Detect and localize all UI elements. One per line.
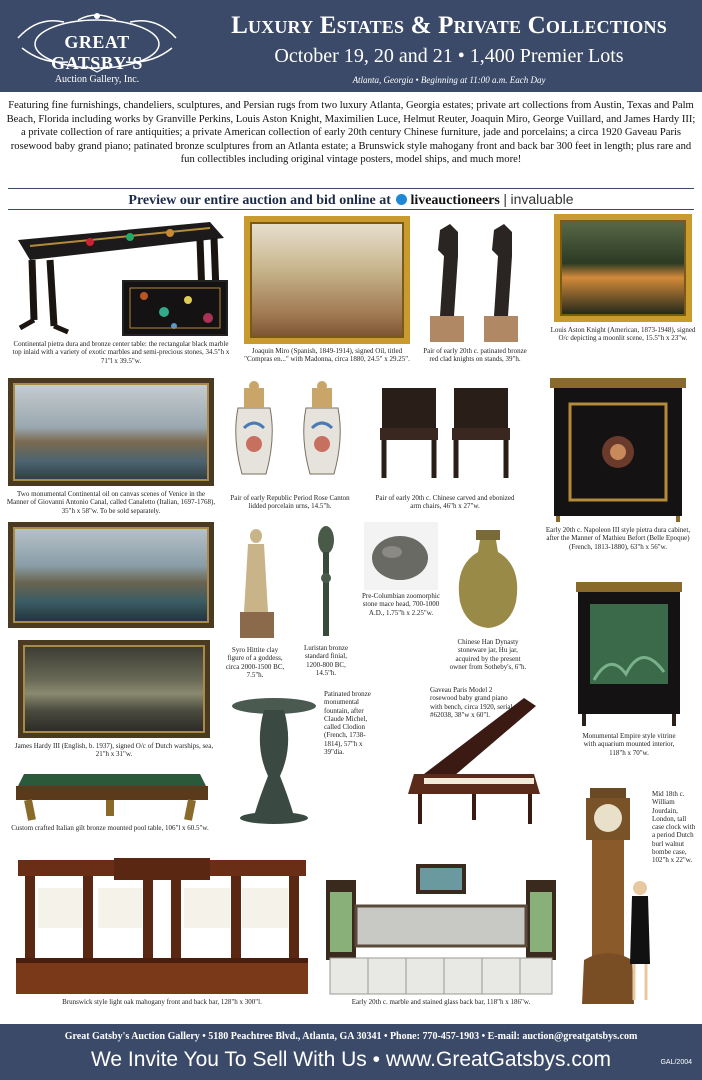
page-title: Luxury Estates & Private Collections — [231, 12, 667, 39]
vitrine-image — [570, 582, 688, 728]
lot-tall-case-clock[interactable] — [568, 786, 696, 1012]
lot-caption: Patinated bronze monumental fountain, after Claude Michel, called Clodion (French, 1738-1814), 57"h x 39"dia. — [324, 690, 371, 757]
lot-chinese-chairs[interactable] — [370, 378, 520, 518]
knights-image — [420, 216, 530, 344]
lot-caption: Gaveau Paris Model 2 rosewood baby grand piano with bench, circa 1920, serial #62038, 38"w x 60"l. — [430, 686, 513, 719]
lot-caption: Early 20th c. Napoleon III style pietra dura cabinet, after the Manner of Mathieu Befort (Belle Epoque) (French, 1813-1880), 63"h x 56"w. — [545, 526, 691, 551]
lot-hardy-painting[interactable] — [14, 640, 214, 760]
table-top-detail-image — [122, 280, 228, 336]
lot-bronze-fountain[interactable] — [224, 686, 374, 826]
lot-napoleon-cabinet[interactable] — [540, 376, 696, 576]
lot-caption: Early 20th c. marble and stained glass back bar, 118"h x 186"w. — [351, 998, 531, 1006]
lot-caption: Pre-Columbian zoomorphic stone mace head, 700-1000 A.D., 1.75"h x 2.25"w. — [362, 592, 440, 617]
liveauctioneers-icon — [396, 194, 407, 205]
lot-venice-painting-2[interactable] — [8, 522, 214, 632]
lot-caption: Continental pietra dura and bronze center table: the rectangular black marble top inlaid with a variety of exotic marbles and semi-precious stones, 34.5"h x 71"l x 39.5"w. — [12, 340, 230, 365]
lot-gaveau-piano[interactable] — [384, 684, 548, 834]
urns-image — [222, 378, 358, 490]
brunswick-bar-image — [14, 858, 310, 996]
intro-text: Featuring fine furnishings, chandeliers, sculptures, and Persian rugs from two luxury Atlanta, Georgia estates; private art collections from Austin, Texas and Palm Beach, Florida including works by Granville Perkins, Louis Aston Knight, Maximilien Luce, Helmut Reuter, Joaquin Miro, George Vuillard, and James Hardy III; a private collection of rare antiquities; a private American collection of early 20th century Chinese furniture, jade and porcelains; a circa 1920 Gaveau Paris rosewood baby grand piano; patinated bronze sculptures from an Atlanta estate; a Brunswick style mahogany front and back bar 300 feet in length; plus rare and fun collectibles including original vintage posters, model ships, and much more! — [6, 100, 696, 166]
footer-code: GAL/2004 — [660, 1059, 692, 1066]
lot-venice-paintings[interactable] — [6, 378, 216, 518]
fountain-image — [224, 686, 324, 826]
lot-stone-mace[interactable] — [362, 522, 440, 642]
woman-figure-image — [620, 878, 660, 1008]
miro-painting-image — [244, 216, 410, 344]
footer-invite[interactable]: We Invite You To Sell With Us • www.GreatGatsbys.com — [90, 1048, 612, 1071]
gatsby-logo[interactable] — [8, 8, 186, 88]
auction-dates: October 19, 20 and 21 • 1,400 Premier Lots — [274, 45, 624, 67]
lot-caption: Brunswick style light oak mahogany front and back bar, 128"h x 300"l. — [62, 998, 262, 1006]
lot-caption: Monumental Empire style vitrine with aquarium mounted interior, 118"h x 70"w. — [582, 732, 676, 757]
lot-caption: James Hardy III (English, b. 1937), signed O/c of Dutch warships, sea, 21"h x 31"w. — [14, 742, 214, 759]
invaluable-link[interactable]: invaluable — [510, 191, 574, 207]
header-banner — [0, 0, 702, 92]
logo-text: GREAT GATSBY'S — [51, 32, 143, 73]
lot-caption: Syro Hittite clay figure of a goddess, circa 2000-1500 BC, 7.5"h. — [225, 646, 285, 679]
venice-painting-2-image — [8, 522, 214, 628]
liveauctioneers-link[interactable]: liveauctioneers — [410, 193, 500, 208]
lot-empire-vitrine[interactable] — [570, 582, 688, 782]
lot-caption: Chinese Han Dynasty stoneware jar, Hu jar, acquired by the present owner from Sotheby's, 6"h. — [449, 638, 527, 671]
lot-aston-knight-painting[interactable] — [548, 214, 698, 374]
lot-caption: Pair of early Republic Period Rose Canton lidded porcelain urns, 14.5"h. — [230, 494, 350, 511]
lot-marble-back-bar[interactable] — [316, 850, 566, 1010]
lot-bronze-knights[interactable] — [420, 216, 530, 376]
lot-syro-hittite-figure[interactable] — [224, 522, 286, 682]
hardy-painting-image — [18, 640, 210, 738]
preview-separator: | — [503, 191, 507, 207]
lot-luristan-finial[interactable] — [296, 522, 356, 682]
venice-painting-image — [8, 378, 214, 486]
pool-table-image — [10, 766, 210, 822]
marble-back-bar-image — [316, 850, 566, 996]
lot-han-jar[interactable] — [446, 522, 530, 682]
logo-subtitle: Auction Gallery, Inc. — [54, 74, 140, 85]
syro-figure-image — [224, 522, 286, 642]
lot-caption: Mid 18th c. William Jourdain, London, tall case clock with a period Dutch burl walnut bombe case, 102"h x 22"w. — [652, 790, 696, 865]
footer-banner — [0, 1024, 702, 1080]
footer-contact[interactable]: Great Gatsby's Auction Gallery • 5180 Peachtree Blvd., Atlanta, GA 30341 • Phone: 770-457-1903 • E-mail: auction@greatgatsbys.com — [64, 1031, 638, 1042]
knight-painting-image — [554, 214, 692, 322]
cabinet-image — [540, 376, 696, 522]
preview-bar — [8, 188, 694, 210]
stone-mace-image — [362, 522, 440, 590]
preview-lead: Preview our entire auction and bid online at — [128, 193, 391, 208]
lot-brunswick-bar[interactable] — [14, 858, 310, 1008]
lot-pietra-dura-table[interactable] — [10, 216, 232, 376]
luristan-image — [296, 522, 356, 640]
lot-caption: Joaquin Miro (Spanish, 1849-1914), signed Oil, titled "Compras en..." with Madonna, circa 1880, 24.5" x 29.25". — [244, 347, 410, 364]
lot-miro-painting[interactable] — [244, 216, 410, 376]
lot-caption: Custom crafted Italian gilt bronze mounted pool table, 106"l x 60.5"w. — [11, 824, 209, 832]
lot-caption: Pair of early 20th c. patinated bronze red clad knights on stands, 39"h. — [423, 347, 527, 364]
lot-caption: Louis Aston Knight (American, 1873-1948), signed O/c depicting a moonlit scene, 15.5"h x 23"w. — [550, 326, 696, 343]
lot-pool-table[interactable] — [10, 766, 210, 856]
lot-canton-urns[interactable] — [222, 378, 358, 518]
auction-location: Atlanta, Georgia • Beginning at 11:00 a.m. Each Day — [352, 75, 546, 85]
lot-caption: Two monumental Continental oil on canvas scenes of Venice in the Manner of Giovanni Antonio Canal, called Canaletto (Italian, 1697-1768), 35"h x 58"w. To be sold separately. — [6, 490, 216, 515]
lot-caption: Pair of early 20th c. Chinese carved and ebonized arm chairs, 46"h x 27"w. — [375, 494, 515, 511]
chairs-image — [370, 378, 520, 490]
han-jar-image — [446, 522, 530, 634]
lot-caption: Luristan bronze standard finial, 1200-800 BC, 14.5"h. — [303, 644, 349, 677]
